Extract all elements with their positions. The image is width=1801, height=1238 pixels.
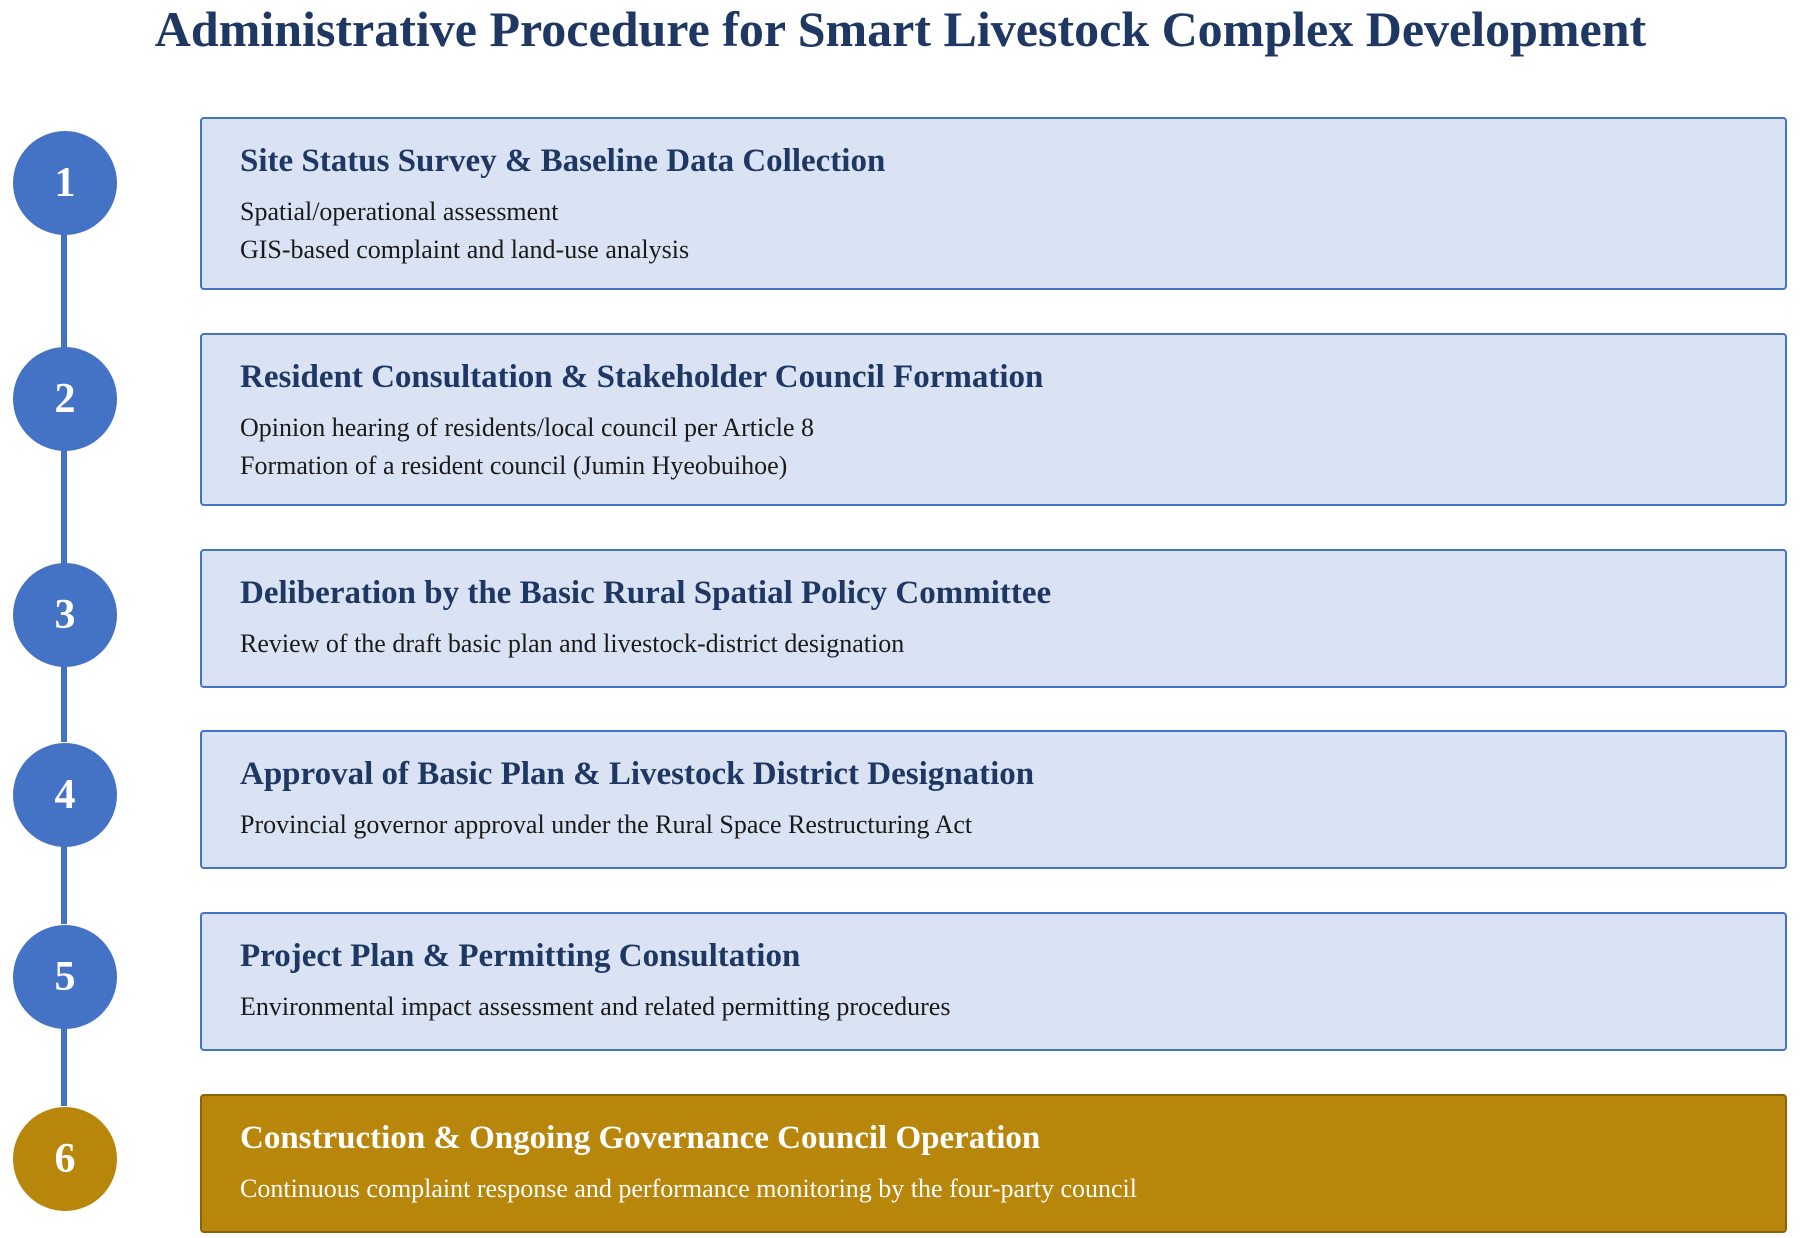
step-number-circle-4: 4 xyxy=(13,743,117,847)
step-number-circle-5: 5 xyxy=(13,925,117,1029)
step-number-circle-2: 2 xyxy=(13,347,117,451)
step-card-1 xyxy=(200,117,1787,290)
connector-4-5 xyxy=(61,834,67,924)
step-title-1: Site Status Survey & Baseline Data Collection xyxy=(240,143,886,179)
step-title-4: Approval of Basic Plan & Livestock District Designation xyxy=(240,756,1035,792)
step-description-line: GIS-based complaint and land-use analysis xyxy=(240,235,690,264)
step-description-line: Formation of a resident council (Jumin Hyeobuihoe) xyxy=(240,451,788,480)
step-description-line: Review of the draft basic plan and livestock-district designation xyxy=(240,629,905,658)
step-card-3 xyxy=(200,549,1787,688)
step-title-2: Resident Consultation & Stakeholder Council Formation xyxy=(240,359,1044,395)
step-title-5: Project Plan & Permitting Consultation xyxy=(240,938,801,974)
step-card-5 xyxy=(200,912,1787,1051)
step-card-4 xyxy=(200,730,1787,869)
step-card-6 xyxy=(200,1094,1787,1233)
step-number-circle-3: 3 xyxy=(13,563,117,667)
step-card-2 xyxy=(200,333,1787,506)
connector-1-2 xyxy=(61,232,67,356)
step-number-circle-1: 1 xyxy=(13,131,117,235)
step-number-circle-6: 6 xyxy=(13,1107,117,1211)
connector-3-4 xyxy=(61,664,67,742)
step-description-line: Opinion hearing of residents/local council per Article 8 xyxy=(240,413,814,442)
page-title: Administrative Procedure for Smart Livestock Complex Development xyxy=(154,1,1647,57)
step-description-line: Environmental impact assessment and related permitting procedures xyxy=(240,992,951,1021)
connector-2-3 xyxy=(61,448,67,572)
step-description-line: Provincial governor approval under the Rural Space Restructuring Act xyxy=(240,810,973,839)
step-title-6: Construction & Ongoing Governance Council Operation xyxy=(240,1120,1041,1156)
step-description-line: Continuous complaint response and performance monitoring by the four-party council xyxy=(240,1174,1137,1203)
step-title-3: Deliberation by the Basic Rural Spatial Policy Committee xyxy=(240,575,1052,611)
connector-5-6 xyxy=(61,1016,67,1106)
step-description-line: Spatial/operational assessment xyxy=(240,197,559,226)
